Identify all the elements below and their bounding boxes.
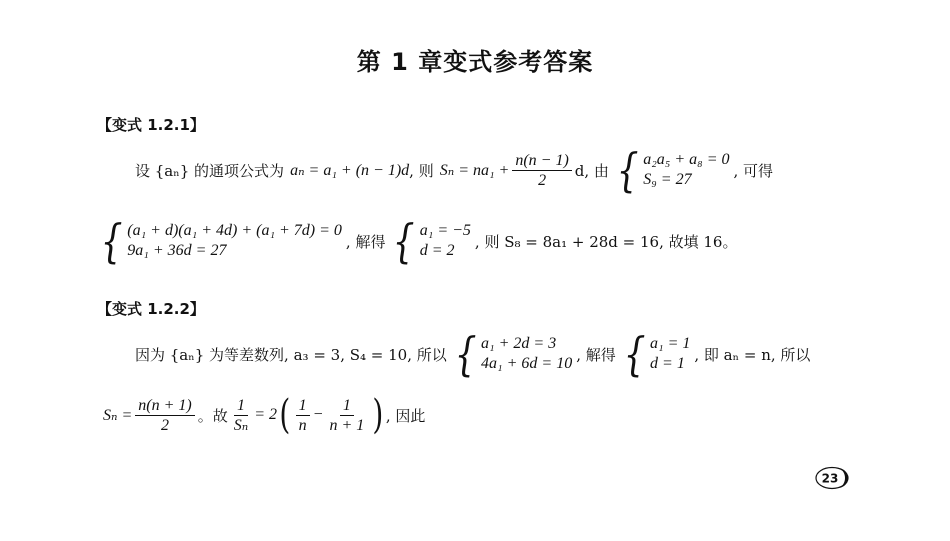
page-number: 23 — [821, 471, 839, 486]
text-segment: , 则 S₈ = 8a₁ + 28d = 16, 故填 16。 — [474, 232, 738, 251]
fraction-numerator: 1 — [340, 397, 354, 416]
solution-2-line-2 — [103, 390, 425, 440]
solution-system — [620, 327, 691, 381]
left-paren: ( — [279, 392, 291, 438]
fraction-denominator: 2 — [161, 416, 169, 434]
page-number-badge — [815, 466, 851, 490]
left-brace: { — [393, 214, 416, 268]
fraction-numerator: 1 — [234, 397, 248, 416]
system-row: S₉ = 27 — [643, 171, 692, 188]
system-row: d = 1 — [650, 355, 685, 372]
fraction-denominator: n — [298, 416, 307, 434]
text-segment: , 解得 — [576, 345, 616, 364]
equation-system — [97, 214, 342, 268]
fraction — [512, 152, 571, 189]
system-row: (a₁ + d)(a₁ + 4d) + (a₁ + 7d) = 0 — [127, 222, 342, 239]
fraction-numerator: n(n + 1) — [135, 397, 194, 416]
formula-an: aₙ = a₁ + (n − 1)d — [290, 162, 410, 179]
system-row: a₁ = −5 — [419, 222, 471, 239]
text-segment: , 解得 — [345, 232, 386, 251]
left-brace: { — [623, 327, 646, 381]
system-row: 4a₁ + 6d = 10 — [481, 355, 573, 372]
text-segment: , 因此 — [385, 406, 426, 425]
text-segment: 。故 — [197, 406, 228, 425]
formula-sn: Sₙ = — [103, 407, 133, 424]
fraction-denominator: Sₙ — [233, 416, 249, 434]
text-segment: 设 {aₙ} 的通项公式为 — [135, 161, 285, 180]
solution-1-line-1 — [135, 142, 773, 198]
chapter-title: 第 1 章变式参考答案 — [356, 48, 594, 76]
section-heading-1-2-2: 【变式 1.2.2】 — [97, 300, 205, 318]
fraction — [326, 397, 367, 434]
section-heading-1-2-1: 【变式 1.2.1】 — [97, 116, 205, 134]
fraction — [231, 397, 251, 434]
system-row: 9a₁ + 36d = 27 — [127, 242, 227, 259]
system-row: d = 2 — [419, 242, 455, 259]
fraction — [135, 397, 194, 434]
fraction-denominator: 2 — [538, 171, 547, 189]
left-brace: { — [454, 327, 477, 381]
left-brace: { — [100, 214, 123, 268]
fraction-denominator: n + 1 — [329, 416, 365, 434]
equation-system — [613, 143, 730, 197]
equation-system — [451, 327, 573, 381]
solution-1-line-2 — [97, 213, 737, 269]
formula-sn: Sₙ = na₁ + — [439, 162, 510, 179]
text-segment: 因为 {aₙ} 为等差数列, a₃ = 3, S₄ = 10, 所以 — [135, 345, 447, 364]
text-segment: d, 由 — [574, 161, 609, 180]
solution-system — [389, 214, 471, 268]
solution-2-line-1 — [135, 326, 810, 382]
system-row: a₂a₅ + a₈ = 0 — [643, 151, 730, 168]
fraction-numerator: n(n − 1) — [512, 152, 571, 171]
text-segment: , 可得 — [733, 161, 774, 180]
right-paren: ) — [372, 392, 384, 438]
formula-segment: = 2 — [254, 406, 278, 423]
system-row: a₁ + 2d = 3 — [481, 335, 557, 352]
minus-sign: − — [312, 406, 324, 423]
text-segment: , 即 aₙ = n, 所以 — [694, 345, 811, 364]
text-segment: , 则 — [409, 161, 434, 180]
system-row: a₁ = 1 — [650, 335, 691, 352]
fraction — [296, 397, 310, 434]
fraction-numerator: 1 — [296, 397, 310, 416]
left-brace: { — [616, 143, 639, 197]
